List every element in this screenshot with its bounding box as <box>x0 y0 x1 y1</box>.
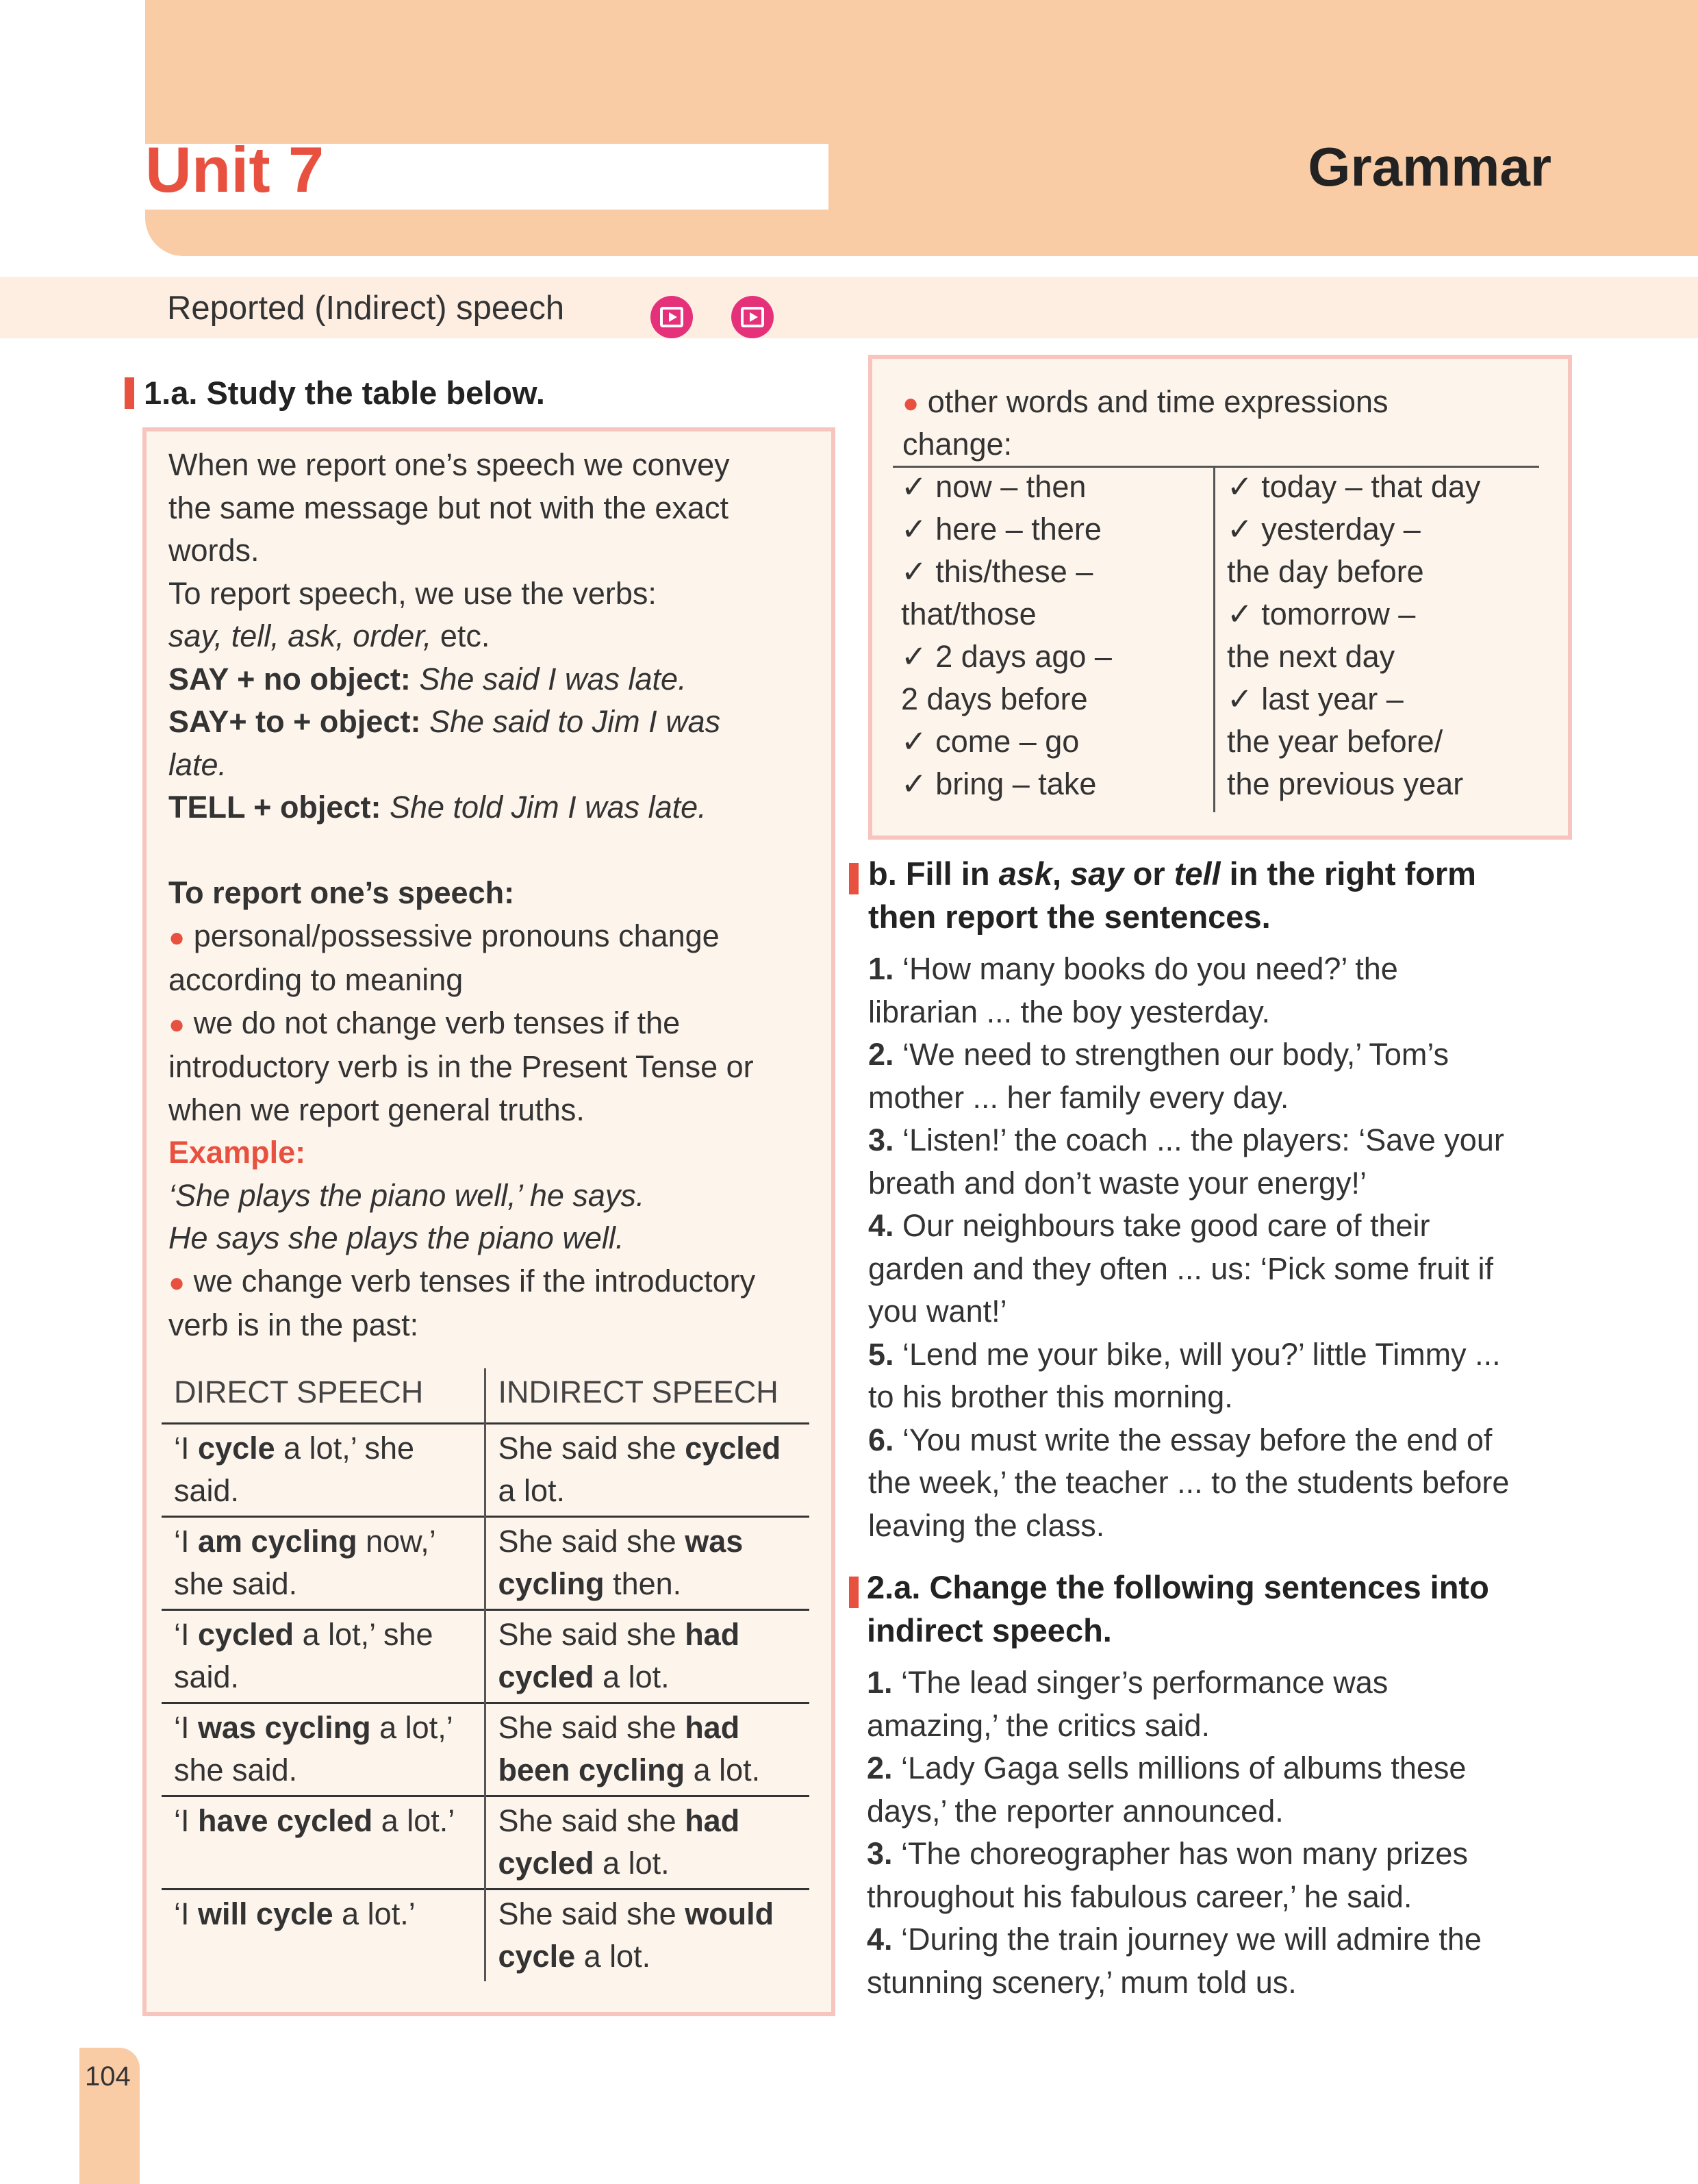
bullet-icon: ● <box>168 1009 186 1040</box>
exercise-1b-list <box>868 948 1553 1547</box>
rule-label: TELL + object: <box>168 790 381 825</box>
bullet-line <box>168 915 819 959</box>
report-heading <box>168 872 819 915</box>
list-item: 2. ‘We need to strengthen our body,’ Tom’s <box>868 1037 1449 1072</box>
list-item: 1. ‘The lead singer’s performance was <box>867 1665 1389 1700</box>
bullet-line: introductory verb is in the Present Tense or <box>168 1049 754 1084</box>
intro-line: the same message but not with the exact <box>168 490 728 525</box>
rule-line <box>168 786 819 829</box>
table-row <box>162 1423 809 1516</box>
report-heading-text: To report one’s speech: <box>168 875 515 910</box>
bullet-text: personal/possessive pronouns change <box>193 918 720 953</box>
table-header-row <box>162 1368 809 1423</box>
word-pair: 2 days before <box>901 681 1088 716</box>
verbs-line <box>168 615 819 658</box>
rule-label: SAY+ to + object: <box>168 704 421 739</box>
bullet-icon: ● <box>902 388 920 418</box>
exercise-2a-heading: 2.a. Change the following sentences into indirect speech. <box>867 1569 1489 1648</box>
indirect-cell: She said she was cycling then. <box>485 1516 809 1609</box>
example-text: He says she plays the piano well. <box>168 1220 624 1255</box>
direct-cell: ‘I was cycling a lot,’ she said. <box>162 1703 485 1796</box>
rule-example: late. <box>168 746 227 782</box>
list-item-line: librarian ... the boy yesterday. <box>868 994 1270 1029</box>
rule-example: She told Jim I was late. <box>381 790 707 825</box>
lesson-subtitle: Reported (Indirect) speech <box>167 290 565 327</box>
indirect-cell: She said she had been cycling a lot. <box>485 1703 809 1796</box>
word-pair: the year before/ <box>1227 724 1443 759</box>
direct-cell: ‘I am cycling now,’ she said. <box>162 1516 485 1609</box>
rule-example: She said I was late. <box>410 661 687 696</box>
column-header: INDIRECT SPEECH <box>498 1375 778 1409</box>
table-row <box>162 1796 809 1889</box>
page-number: 104 <box>85 2061 131 2092</box>
word-pair: ✓ here – there <box>901 512 1102 547</box>
list-item: 2. ‘Lady Gaga sells millions of albums these <box>867 1750 1467 1785</box>
verbs-etc: etc. <box>431 618 490 653</box>
list-item-line: leaving the class. <box>868 1507 1105 1543</box>
list-item: 3. ‘Listen!’ the coach ... the players: ‘Save your <box>868 1122 1504 1157</box>
video-icon[interactable] <box>731 296 774 338</box>
list-item-line: throughout his fabulous career,’ he said. <box>867 1879 1412 1914</box>
word-pair: the day before <box>1227 554 1424 589</box>
intro-line: To report speech, we use the verbs: <box>168 575 657 611</box>
word-pair: ✓ yesterday – <box>1227 512 1421 547</box>
word-pair: ✓ bring – take <box>901 766 1097 801</box>
example-label: Example: <box>168 1135 306 1170</box>
section-marker <box>849 1577 859 1608</box>
section-marker <box>125 377 134 409</box>
rule-label: SAY + no object: <box>168 661 411 696</box>
bullet-text: we do not change verb tenses if the <box>193 1005 681 1040</box>
bullet-line <box>168 1260 819 1305</box>
word-pair: that/those <box>901 597 1037 631</box>
words-column-left <box>901 466 1112 805</box>
bullet-line: according to meaning <box>168 962 464 997</box>
intro-line: words. <box>168 533 259 568</box>
exercise-1b-heading: b. Fill in ask, say or tell in the right form then report the sentences. <box>868 855 1476 935</box>
bullet-icon: ● <box>168 1267 186 1298</box>
word-pair: ✓ come – go <box>901 724 1080 759</box>
video-icon[interactable] <box>650 296 693 338</box>
list-item-line: the week,’ the teacher ... to the students before <box>868 1465 1510 1500</box>
list-item-line: you want!’ <box>868 1294 1007 1329</box>
list-item: 3. ‘The choreographer has won many prizes <box>867 1836 1468 1871</box>
direct-cell: ‘I cycle a lot,’ she said. <box>162 1423 485 1516</box>
word-pair: ✓ last year – <box>1227 681 1404 716</box>
table-row <box>162 1609 809 1703</box>
indirect-cell: She said she had cycled a lot. <box>485 1796 809 1889</box>
bullet-line: verb is in the past: <box>168 1307 419 1342</box>
word-pair: the next day <box>1227 639 1395 674</box>
rule-line <box>168 658 819 701</box>
word-pair: ✓ now – then <box>901 469 1087 504</box>
indirect-cell: She said she had cycled a lot. <box>485 1609 809 1703</box>
indirect-cell: She said she would cycle a lot. <box>485 1889 809 1981</box>
rule-example: She said to Jim I was <box>420 704 721 739</box>
bullet-line <box>168 1002 819 1046</box>
exercise-2a-list <box>867 1661 1551 2004</box>
column-header: DIRECT SPEECH <box>162 1368 485 1423</box>
example-line <box>168 1175 819 1218</box>
bullet-icon: ● <box>168 922 186 953</box>
list-item-line: garden and they often ... us: ‘Pick some fruit if <box>868 1251 1493 1286</box>
list-item: 4. ‘During the train journey we will admire the <box>867 1922 1482 1957</box>
header-band <box>145 0 1698 256</box>
time-intro-line <box>902 381 1553 425</box>
exercise-1a-heading: 1.a. Study the table below. <box>144 375 545 411</box>
list-item: 1. ‘How many books do you need?’ the <box>868 951 1398 986</box>
table-row <box>162 1516 809 1609</box>
list-item-line: to his brother this morning. <box>868 1379 1233 1414</box>
direct-cell: ‘I have cycled a lot.’ <box>162 1796 485 1889</box>
table-row <box>162 1703 809 1796</box>
column-divider <box>1213 466 1215 812</box>
list-item-line: stunning scenery,’ mum told us. <box>867 1964 1297 2000</box>
verbs-list: say, tell, ask, order, <box>168 618 432 653</box>
word-pair: ✓ 2 days ago – <box>901 639 1112 674</box>
time-intro <box>902 381 1553 425</box>
section-marker <box>849 863 859 894</box>
list-item-line: breath and don’t waste your energy!’ <box>868 1165 1367 1201</box>
rule-line <box>168 701 819 744</box>
list-item-line: amazing,’ the critics said. <box>867 1707 1211 1743</box>
section-title: Grammar <box>1308 136 1551 197</box>
direct-cell: ‘I cycled a lot,’ she said. <box>162 1609 485 1703</box>
example-text: ‘She plays the piano well,’ he says. <box>168 1177 645 1213</box>
table-row <box>162 1889 809 1981</box>
word-pair: ✓ tomorrow – <box>1227 597 1416 631</box>
example-line <box>168 1217 819 1260</box>
words-column-right <box>1227 466 1480 805</box>
time-intro-text: other words and time expressions <box>927 384 1389 419</box>
list-item: 6. ‘You must write the essay before the end of <box>868 1422 1493 1457</box>
speech-table <box>162 1368 809 1981</box>
list-item: 4. Our neighbours take good care of their <box>868 1208 1430 1243</box>
word-pair: ✓ this/these – <box>901 554 1093 589</box>
word-pair: ✓ today – that day <box>1227 469 1481 504</box>
rules-text <box>168 444 819 1347</box>
bullet-line: when we report general truths. <box>168 1092 585 1127</box>
bullet-text: we change verb tenses if the introductory <box>193 1263 756 1298</box>
list-item: 5. ‘Lend me your bike, will you?’ little Timmy ... <box>868 1336 1501 1372</box>
direct-cell: ‘I will cycle a lot.’ <box>162 1889 485 1981</box>
list-item-line: days,’ the reporter announced. <box>867 1793 1284 1829</box>
unit-title: Unit 7 <box>145 134 325 205</box>
word-pair: the previous year <box>1227 766 1464 801</box>
rule-line <box>168 744 819 787</box>
indirect-cell: She said she cycled a lot. <box>485 1423 809 1516</box>
list-item-line: mother ... her family every day. <box>868 1079 1289 1115</box>
time-intro-line2: change: <box>902 427 1013 462</box>
intro-line: When we report one’s speech we convey <box>168 447 730 482</box>
